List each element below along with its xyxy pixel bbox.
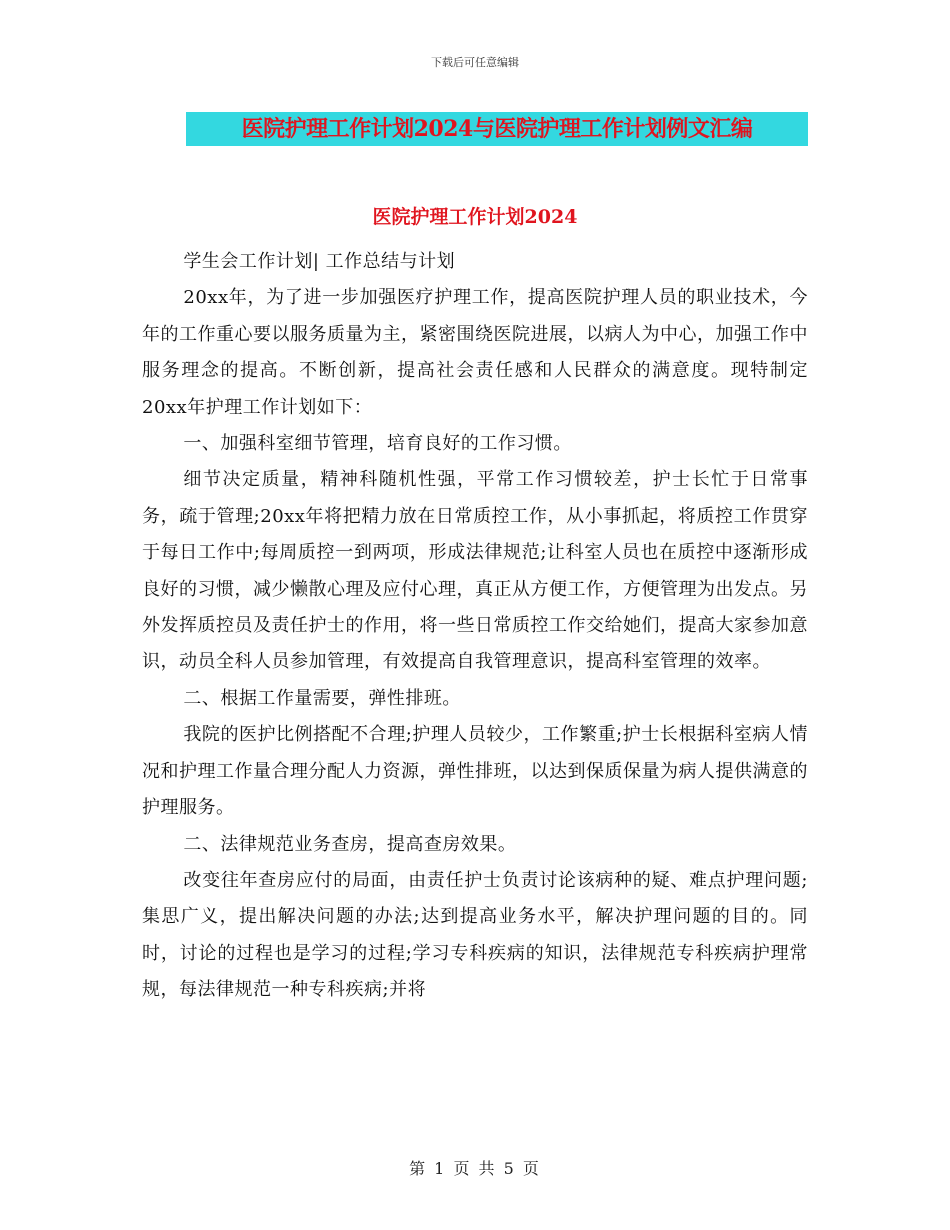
main-title: 医院护理工作计划2024与医院护理工作计划例文汇编 bbox=[241, 116, 753, 142]
paragraph-heading: 二、根据工作量需要，弹性排班。 bbox=[183, 687, 461, 709]
page-header-note: 下载后可任意编辑 bbox=[431, 56, 519, 69]
paragraph: 改变往年查房应付的局面，由责任护士负责讨论该病种的疑、难点护理问题;集思广义，提出解决问题的办法;达到提高业务水平，解决护理问题的目的。同时，讨论的过程也是学习的过程;学习专科疾病的知识，法律规范专科疾病护理常规，每法律规范一种专科疾病;并将 bbox=[142, 869, 808, 1001]
paragraph: 20xx年，为了进一步加强医疗护理工作，提高医院护理人员的职业技术，今年的工作重心要以服务质量为主，紧密围绕医院进展，以病人为中心，加强工作中服务理念的提高。不断创新，提高社会责任感和人民群众的满意度。现特制定20xx年护理工作计划如下： bbox=[142, 287, 808, 418]
paragraph-heading: 二、法律规范业务查房，提高查房效果。 bbox=[183, 833, 517, 855]
paragraph: 我院的医护比例搭配不合理;护理人员较少，工作繁重;护士长根据科室病人情况和护理工作量合理分配人力资源，弹性排班，以达到保质保量为病人提供满意的护理服务。 bbox=[142, 724, 808, 819]
document-body bbox=[142, 244, 808, 1009]
paragraph: 细节决定质量，精神科随机性强，平常工作习惯较差，护士长忙于日常事务，疏于管理;20xx年将把精力放在日常质控工作，从小事抓起，将质控工作贯穿于每日工作中;每周质控一到两项，形成法律规范;让科室人员也在质控中逐渐形成良好的习惯，减少懒散心理及应付心理，真正从方便工作，方便管理为出发点。另外发挥质控员及责任护士的作用，将一些日常质控工作交给她们，提高大家参加意识，动员全科人员参加管理，有效提高自我管理意识，提高科室管理的效率。 bbox=[142, 469, 808, 673]
page-number: 第 1 页 共 5 页 bbox=[409, 1159, 541, 1178]
paragraph: 学生会工作计划| 工作总结与计划 bbox=[183, 251, 456, 272]
paragraph-heading: 一、加强科室细节管理，培育良好的工作习惯。 bbox=[183, 433, 572, 455]
section-title: 医院护理工作计划2024 bbox=[372, 206, 578, 228]
